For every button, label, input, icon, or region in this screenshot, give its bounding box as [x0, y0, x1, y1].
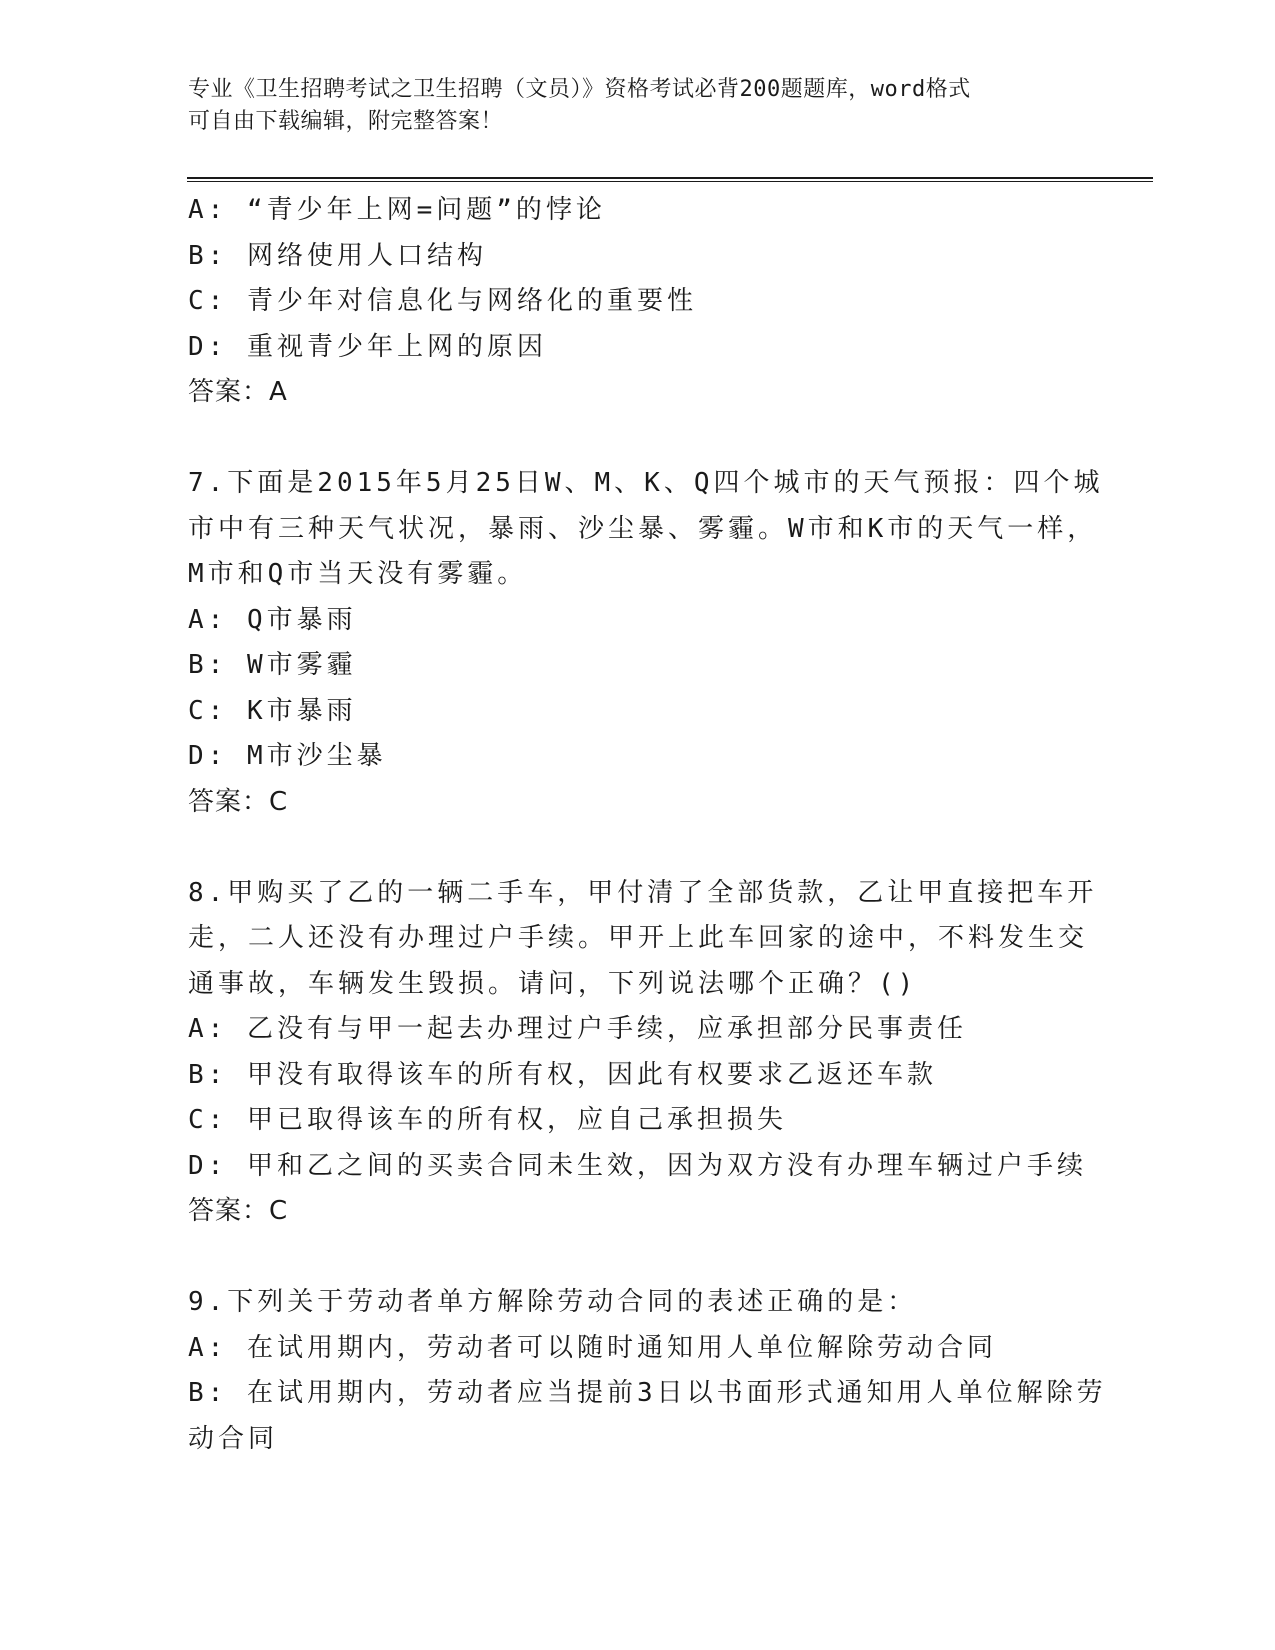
question-9 — [188, 1280, 1107, 1462]
option-b: B: 在试用期内，劳动者应当提前3日以书面形式通知用人单位解除劳 — [188, 1378, 1107, 1408]
header-title-line-1: 专业《卫生招聘考试之卫生招聘（文员）》资格考试必背200题题库，word格式 — [188, 77, 971, 102]
option-a: A: “青少年上网=问题”的悖论 — [188, 195, 606, 225]
question-stem-line: M市和Q市当天没有雾霾。 — [188, 559, 528, 589]
header-title-line-2: 可自由下载编辑，附完整答案！ — [188, 109, 504, 134]
question-list — [188, 188, 1107, 1462]
question-stem-line: 市中有三种天气状况，暴雨、沙尘暴、雾霾。W市和K市的天气一样， — [188, 513, 1098, 544]
option-d: D: M市沙尘暴 — [188, 741, 387, 771]
question-spacer — [188, 825, 1088, 871]
option-b: B: 甲没有取得该车的所有权，因此有权要求乙返还车款 — [188, 1059, 937, 1090]
question-stem-line: 7.下面是2015年5月25日W、M、K、Q四个城市的天气预报：四个城 — [188, 468, 1104, 498]
answer-label: 答案：C — [188, 1196, 289, 1226]
question-stem-line: 9.下列关于劳动者单方解除劳动合同的表述正确的是： — [188, 1287, 918, 1317]
question-stem-line: 走，二人还没有办理过户手续。甲开上此车回家的途中，不料发生交 — [188, 923, 1089, 953]
question-8 — [188, 871, 1098, 1235]
option-c: C: 甲已取得该车的所有权，应自己承担损失 — [188, 1105, 787, 1135]
option-a: A: Q市暴雨 — [188, 604, 357, 635]
option-c: C: K市暴雨 — [188, 695, 357, 726]
option-b: B: 网络使用人口结构 — [188, 240, 487, 271]
option-d: D: 重视青少年上网的原因 — [188, 331, 547, 362]
option-a: A: 乙没有与甲一起去办理过户手续，应承担部分民事责任 — [188, 1014, 967, 1044]
question-spacer — [188, 416, 1088, 462]
option-d: D: 甲和乙之间的买卖合同未生效，因为双方没有办理车辆过户手续 — [188, 1150, 1087, 1181]
question-7 — [188, 461, 1104, 825]
question-stem-line: 8.甲购买了乙的一辆二手车，甲付清了全部货款，乙让甲直接把车开 — [188, 877, 1098, 908]
answer-label: 答案：C — [188, 786, 289, 817]
option-b: B: W市雾霾 — [188, 650, 357, 680]
document-header — [188, 74, 1068, 138]
answer-label: 答案：A — [188, 377, 288, 407]
option-a: A: 在试用期内，劳动者可以随时通知用人单位解除劳动合同 — [188, 1332, 997, 1363]
question-spacer — [188, 1235, 1088, 1281]
option-c: C: 青少年对信息化与网络化的重要性 — [188, 286, 697, 316]
header-divider — [187, 177, 1153, 182]
option-b-continued: 动合同 — [188, 1423, 279, 1454]
question-6 — [188, 188, 1088, 416]
question-stem-line: 通事故，车辆发生毁损。请问，下列说法哪个正确？() — [188, 968, 918, 999]
